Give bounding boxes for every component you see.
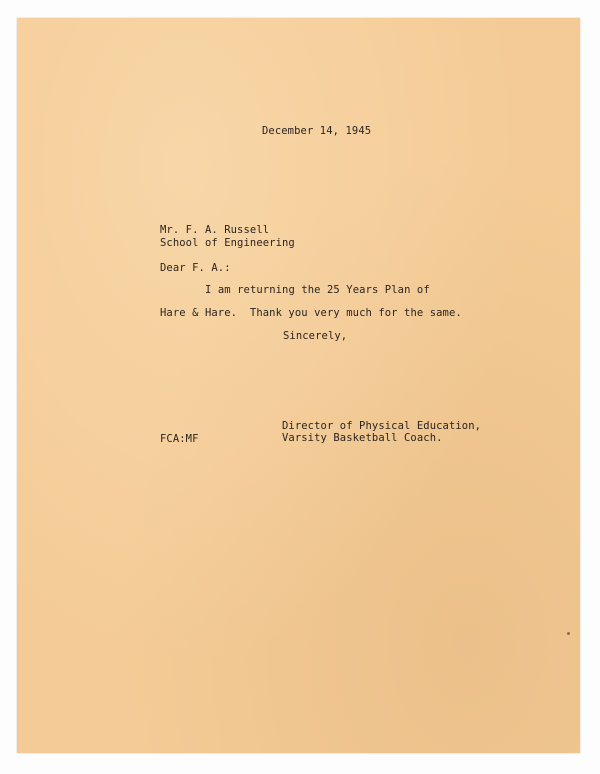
body-line-2: Hare & Hare. Thank you very much for the same. — [160, 307, 462, 319]
letter-date: December 14, 1945 — [262, 125, 372, 137]
salutation: Dear F. A.: — [160, 262, 231, 274]
paper-speck — [567, 632, 570, 635]
signature-title-2: Varsity Basketball Coach. — [282, 432, 443, 444]
closing: Sincerely, — [283, 330, 348, 342]
body-line-1: I am returning the 25 Years Plan of — [205, 284, 430, 296]
signature-title-1: Director of Physical Education, — [282, 420, 482, 432]
reference-initials: FCA:MF — [160, 433, 199, 445]
recipient-name: Mr. F. A. Russell — [160, 224, 270, 236]
recipient-organization: School of Engineering — [160, 237, 295, 249]
